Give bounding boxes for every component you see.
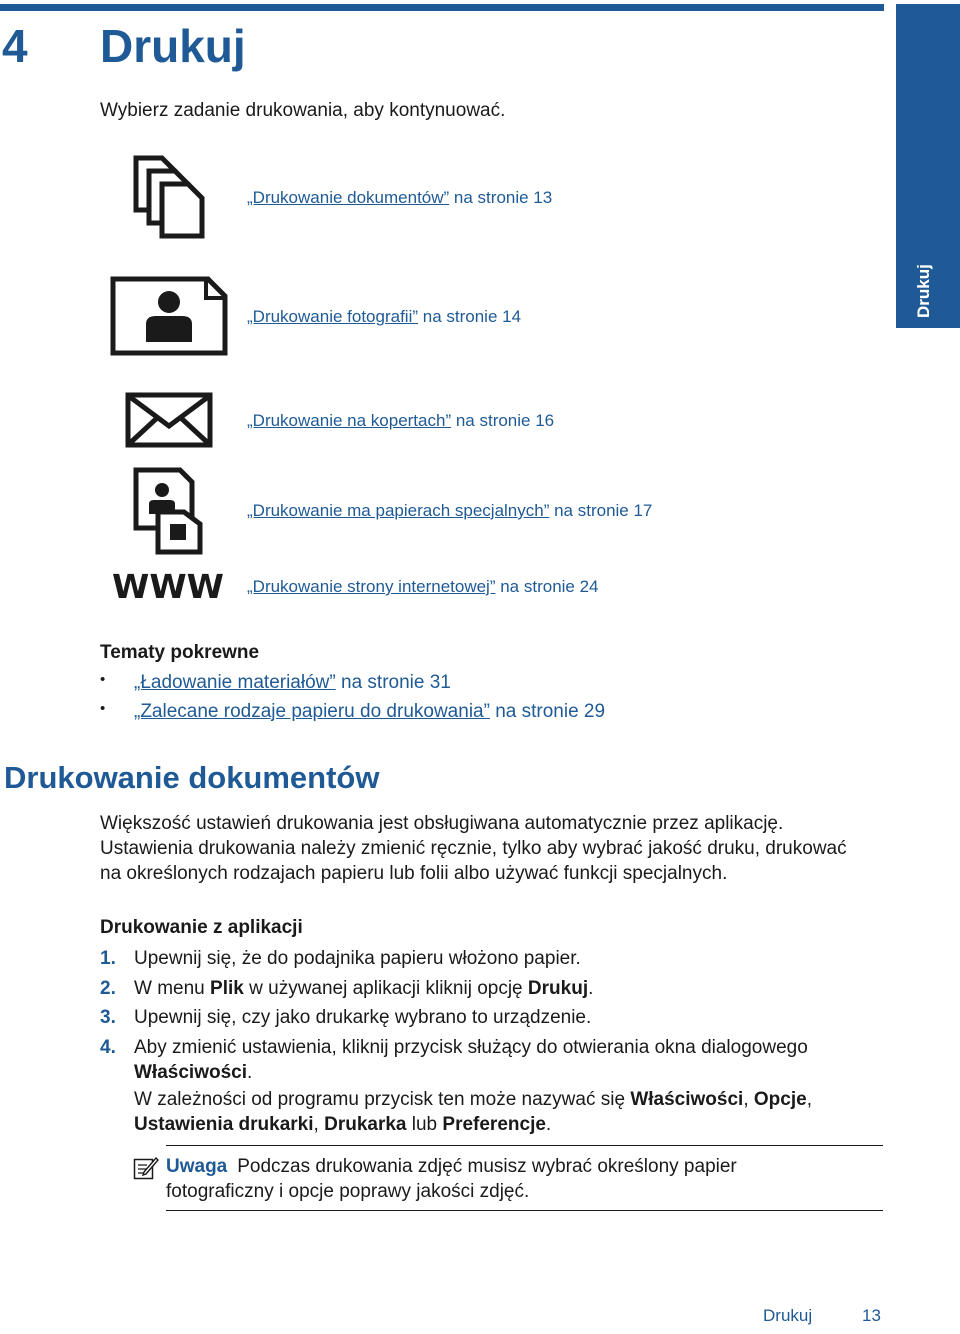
step-text: W menu Plik w używanej aplikacji kliknij opcję Drukuj. (134, 978, 594, 999)
side-tab[interactable] (896, 4, 960, 328)
top-rule (0, 4, 884, 11)
step-number: 3. (100, 1007, 116, 1028)
bullet: • (100, 671, 106, 688)
step-number: 4. (100, 1037, 116, 1058)
task-link-special-paper[interactable]: „Drukowanie ma papierach specjalnych” na stronie 17 (247, 501, 653, 520)
documents-icon (132, 154, 206, 240)
task-link-documents[interactable]: „Drukowanie dokumentów” na stronie 13 (247, 188, 553, 207)
photo-icon (110, 276, 228, 356)
note-top-rule (166, 1145, 883, 1146)
task-link-text[interactable]: „Drukowanie na kopertach” (247, 411, 452, 430)
task-link-web-page[interactable]: „Drukowanie strony internetowej” na stronie 24 (247, 577, 599, 596)
chapter-number: 4 (2, 20, 28, 72)
subsection-title: Drukowanie z aplikacji (100, 917, 303, 938)
step-text: Upewnij się, czy jako drukarkę wybrano to urządzenie. (134, 1007, 592, 1028)
task-link-envelopes[interactable]: „Drukowanie na kopertach” na stronie 16 (247, 411, 555, 430)
side-tab-label: Drukuj (914, 264, 933, 318)
intro-text: Wybierz zadanie drukowania, aby kontynuować. (100, 100, 506, 121)
step-text: Aby zmienić ustawienia, kliknij przycisk służący do otwierania okna dialogowego Właściwości. W zależności od programu przycisk ten może nazywać się Właściwości, Opcje, Ustawienia drukarki, Drukarka lub Preferencje. (134, 1037, 812, 1135)
step-number: 1. (100, 948, 116, 969)
special-paper-icon (132, 466, 206, 556)
section-title: Drukowanie dokumentów (4, 760, 380, 795)
task-link-text[interactable]: „Drukowanie fotografii” (247, 307, 419, 326)
task-link-photos[interactable]: „Drukowanie fotografii” na stronie 14 (247, 307, 522, 326)
note-label: Uwaga (166, 1156, 228, 1177)
related-link-text[interactable]: „Zalecane rodzaje papieru do drukowania” (134, 701, 490, 722)
svg-text:WWW: WWW (112, 572, 224, 602)
chapter-title: Drukuj (100, 20, 246, 72)
related-topics-title: Tematy pokrewne (100, 642, 260, 663)
section-paragraph: Większość ustawień drukowania jest obsługiwana automatycznie przez aplikację. Ustawienia drukowania należy zmienić ręcznie, tylko aby wybrać jakość druku, drukować na określonych rodzajach papieru lub folii albo używać funkcji specjalnych. (100, 813, 847, 884)
note-pencil-icon (133, 1156, 159, 1185)
related-link-text[interactable]: „Ładowanie materiałów” (134, 672, 336, 693)
task-link-text[interactable]: „Drukowanie dokumentów” (247, 188, 450, 207)
www-icon (112, 572, 224, 602)
note-bottom-rule (166, 1210, 883, 1211)
note-text: Uwaga Podczas drukowania zdjęć musisz wybrać określony papier fotograficzny i opcje poprawy jakości zdjęć. (166, 1156, 737, 1202)
footer-section-name: Drukuj (763, 1306, 813, 1325)
step-text: Upewnij się, że do podajnika papieru włożono papier. (134, 948, 581, 969)
footer-page-number: 13 (862, 1306, 881, 1325)
step-number: 2. (100, 978, 116, 999)
envelope-icon (125, 392, 213, 448)
bullet: • (100, 700, 106, 717)
task-link-text[interactable]: „Drukowanie strony internetowej” (247, 577, 496, 596)
task-link-text[interactable]: „Drukowanie ma papierach specjalnych” (247, 501, 550, 520)
